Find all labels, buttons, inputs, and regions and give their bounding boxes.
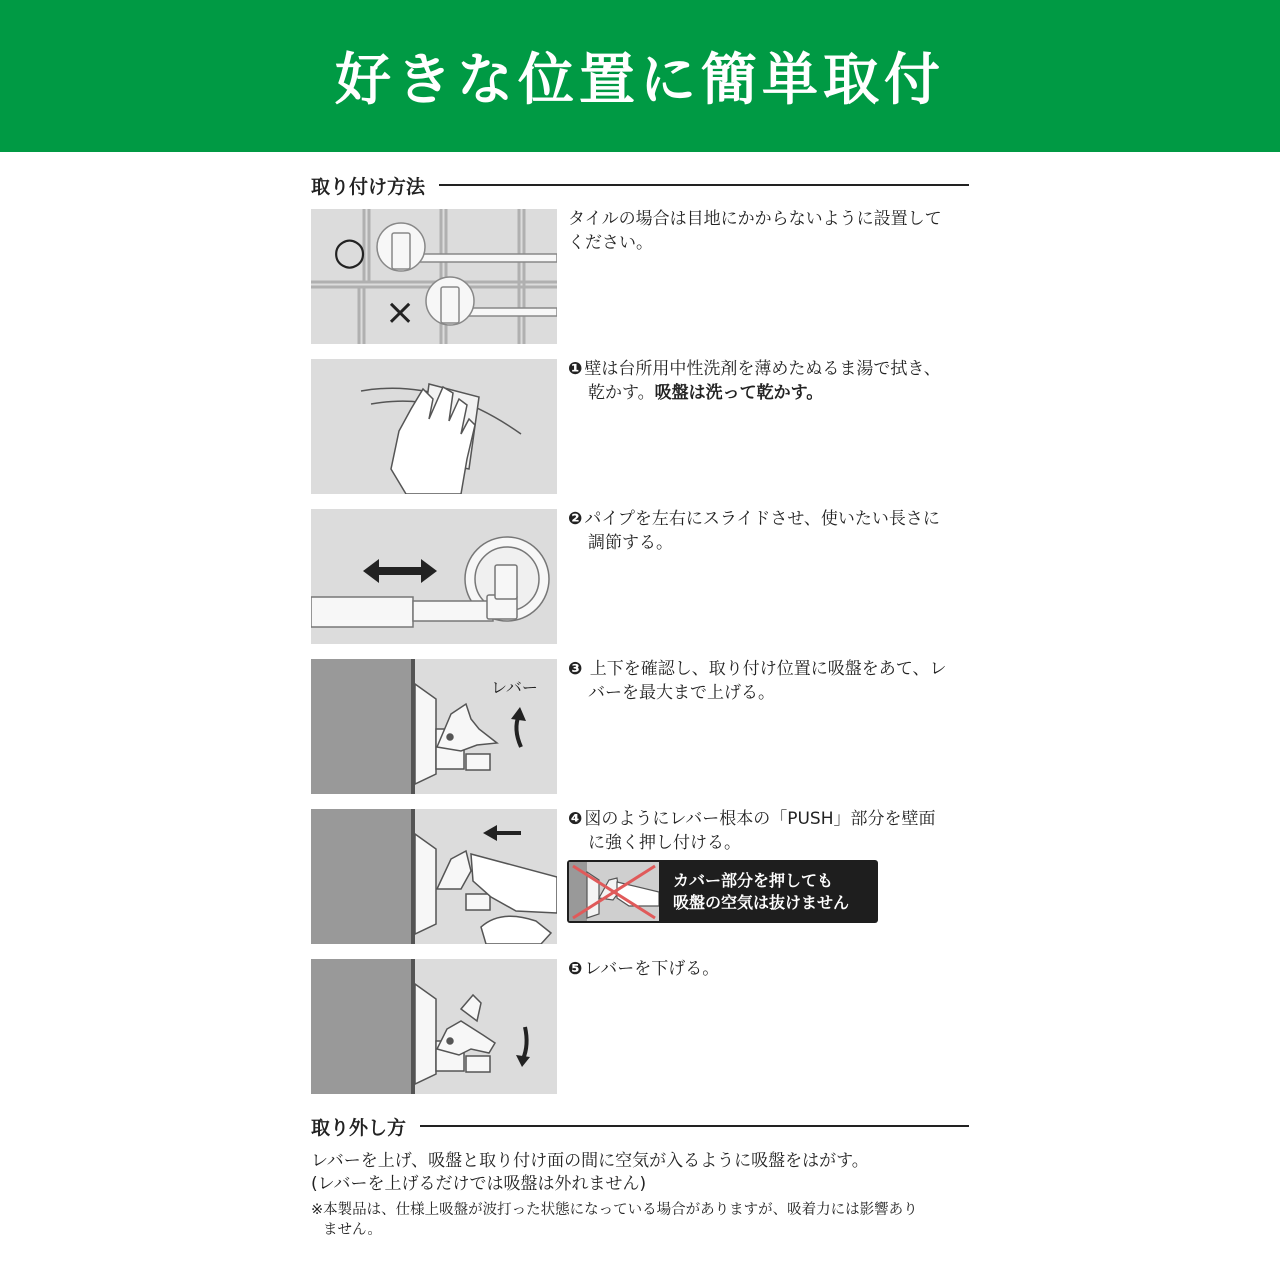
removal-instructions <box>311 1150 981 1196</box>
intro-line1: タイルの場合は目地にかからないように設置して <box>568 209 942 229</box>
warning-text <box>673 870 849 914</box>
step4-text <box>568 807 978 855</box>
removal-line2: (レバーを上げるだけでは吸盤は外れません) <box>311 1174 647 1194</box>
step1-line1: 壁は台所用中性洗剤を薄めたぬるま湯で拭き、 <box>584 359 941 379</box>
step5-number: ❺ <box>568 959 583 979</box>
step3-number: ❸ <box>568 659 583 679</box>
heading-rule <box>439 184 969 186</box>
lever-label: レバー <box>491 678 538 697</box>
warning-box <box>567 860 878 923</box>
warning-line1: カバー部分を押しても <box>673 870 834 890</box>
good-mark-icon: ○ <box>333 229 367 273</box>
step1-line2: 乾かす。 <box>588 383 655 403</box>
bad-mark-icon: × <box>385 292 416 333</box>
page-title: 好きな位置に簡単取付 <box>335 48 945 113</box>
step1-line2-bold: 吸盤は洗って乾かす。 <box>654 383 824 403</box>
step3-text <box>568 657 978 705</box>
heading-rule <box>420 1125 969 1127</box>
step5-illustration <box>311 959 557 1094</box>
step3-line1: 上下を確認し、取り付け位置に吸盤をあて、レ <box>584 659 947 679</box>
removal-heading-text: 取り外し方 <box>311 1116 407 1139</box>
install-section-heading <box>311 170 969 200</box>
step5-text <box>568 957 978 981</box>
step2-line2: 調節する。 <box>588 533 673 553</box>
warning-line2: 吸盤の空気は抜けません <box>673 892 850 912</box>
step2-number: ❷ <box>568 509 583 529</box>
step2-line1: パイプを左右にスライドさせ、使いたい長さに <box>584 509 940 529</box>
install-heading-text: 取り付け方法 <box>311 175 426 198</box>
step4-illustration <box>311 809 557 944</box>
step1-illustration <box>311 359 557 494</box>
removal-note <box>311 1200 976 1240</box>
note-line1: ※本製品は、仕様上吸盤が波打った状態になっている場合がありますが、吸着力には影響あり <box>311 1202 918 1218</box>
step4-number: ❹ <box>568 809 583 829</box>
intro-line2: ください。 <box>568 233 653 253</box>
step2-text <box>568 507 978 555</box>
removal-line1: レバーを上げ、吸盤と取り付け面の間に空気が入るように吸盤をはがす。 <box>311 1151 869 1171</box>
step4-line1: 図のようにレバー根本の「PUSH」部分を壁面 <box>584 809 936 829</box>
title-banner <box>0 0 1280 152</box>
step3-illustration <box>311 659 557 794</box>
step1-number: ❶ <box>568 359 583 379</box>
note-line2: ません。 <box>323 1222 382 1238</box>
intro-text <box>568 207 978 255</box>
removal-section-heading <box>311 1111 969 1141</box>
step3-line2: バーを最大まで上げる。 <box>588 683 775 703</box>
step1-text <box>568 357 978 405</box>
step2-illustration <box>311 509 557 644</box>
tile-placement-illustration <box>311 209 557 344</box>
step4-line2: に強く押し付ける。 <box>588 833 741 853</box>
step5-line1: レバーを下げる。 <box>584 959 720 979</box>
warning-thumbnail <box>569 862 659 921</box>
